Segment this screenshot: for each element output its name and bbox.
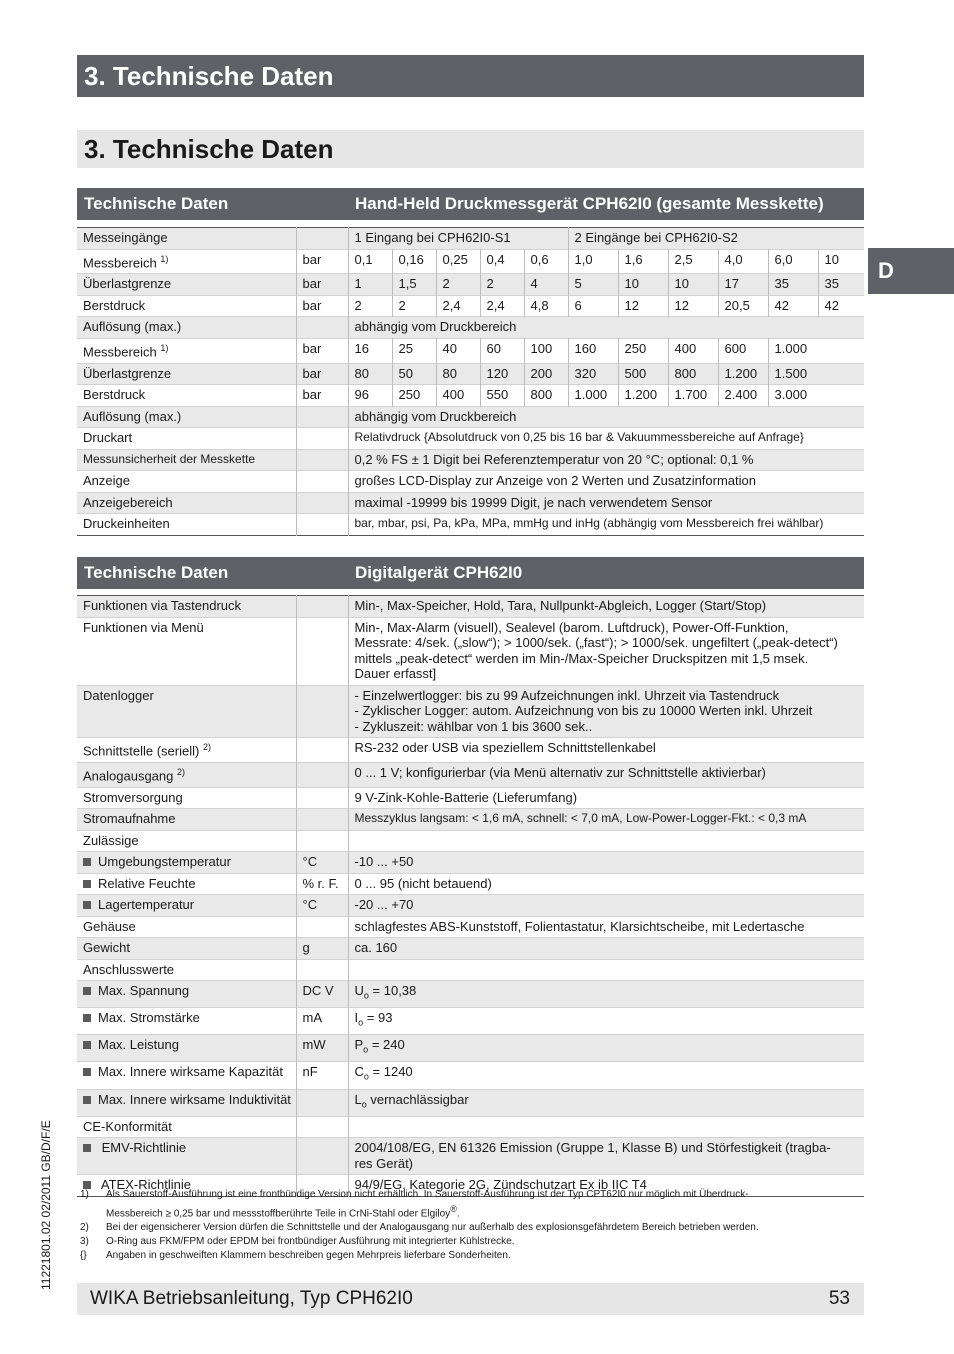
value-cell: 4,0: [718, 249, 768, 274]
value-cell: 1.000: [774, 340, 808, 356]
row-label: Anzeigebereich: [77, 492, 296, 514]
row-label: Stromaufnahme: [77, 809, 296, 831]
bullet-icon: [83, 1014, 91, 1022]
bullet-icon: [83, 1144, 91, 1152]
table-row: [77, 274, 864, 296]
table-row: [77, 738, 864, 763]
table-row: [77, 959, 864, 981]
weight-value: ca. 160: [354, 940, 398, 956]
value-cell: 800: [668, 363, 718, 385]
value-cell: 200: [524, 363, 568, 385]
footnotes: [80, 1188, 860, 1263]
row-label: Datenlogger: [77, 685, 296, 738]
consumption-value: Messzyklus langsam: < 1,6 mA, schnell: < 7,0 mA, Low-Power-Logger-Fkt.: < 0,3 mA: [354, 811, 807, 826]
row-label: Zulässige: [77, 830, 296, 852]
value-cell: 1: [348, 274, 392, 296]
value-cell: 400: [436, 385, 480, 407]
bullet-icon: [83, 858, 91, 866]
section2-header-left: Technische Daten: [84, 563, 229, 582]
row-label: Überlastgrenze: [77, 274, 296, 296]
value-cell: 3.000: [774, 387, 808, 403]
value-cell: 2,5: [668, 249, 718, 274]
table-row: [77, 428, 864, 450]
unit-cell: bar: [296, 249, 348, 274]
value-cell: 42: [768, 295, 818, 317]
row-label: EMV-Richtlinie: [77, 1138, 296, 1175]
value-cell: 600: [718, 338, 768, 363]
unit-cell: bar: [296, 385, 348, 407]
table-row: [77, 1062, 864, 1089]
bullet-icon: [83, 1041, 91, 1049]
menu-value: Min-, Max-Alarm (visuell), Sealevel (barom. Luftdruck), Power-Off-Funktion, Messrate: 4/sek. („slow“); > 1000/sek. („fast“); > 1000/sek. ungefiltert („peak-detect“) mittels „peak-detect“ werden im Min-/Max-Speicher Druckspitzen mit 1,5 msek. Dauer erfasst]: [354, 619, 838, 681]
table-row: [77, 1138, 864, 1175]
value-cell: 0,25: [436, 249, 480, 274]
footnote: 1) Als Sauerstoff-Ausführung ist eine frontbündige Version nicht erhältlich. In Sauerstoff-Ausführung ist der Typ CPT62I0 nur möglich mit Überdruck- Messbereich ≥ 0,25 bar und messstoffberührte Teile in CrNi-Stahl oder Elgiloy®.: [80, 1189, 749, 1220]
row-label: ATEX-Richtlinie: [77, 1175, 296, 1197]
table-row: [77, 385, 864, 407]
value-cell: 10: [618, 274, 668, 296]
footnote-ref: 1): [160, 342, 169, 353]
row-label: Messunsicherheit der Messkette: [77, 449, 296, 471]
case-value: schlagfestes ABS-Kunststoff, Folientastatur, Klarsichtscheibe, mit Ledertasche: [354, 918, 805, 934]
value-cell: 250: [392, 385, 436, 407]
row-label: Druckart: [77, 428, 296, 450]
table-row: [77, 852, 864, 874]
value-cell: 160: [568, 338, 618, 363]
table-row: [77, 895, 864, 917]
value-cell: 2: [392, 295, 436, 317]
value-cell: 2.400: [718, 385, 768, 407]
value-cell: 320: [568, 363, 618, 385]
table-row: [77, 1035, 864, 1062]
value-cell: 0,4: [480, 249, 524, 274]
value-cell: 10: [824, 251, 840, 267]
resolution-value: abhängig vom Druckbereich: [354, 408, 517, 424]
value-cell: 550: [480, 385, 524, 407]
bullet-icon: [83, 1096, 91, 1104]
value-cell: 96: [348, 385, 392, 407]
value-cell: 35: [824, 276, 840, 292]
table-row: [77, 685, 864, 738]
value-cell: 0,16: [392, 249, 436, 274]
value-cell: 1.000: [568, 385, 618, 407]
unit-cell: nF: [296, 1062, 348, 1089]
power-value: 9 V-Zink-Kohle-Batterie (Lieferumfang): [354, 789, 578, 805]
value-cell: 1,0: [568, 249, 618, 274]
row-label: Anzeige: [77, 471, 296, 493]
row-label: Max. Innere wirksame Induktivität: [77, 1089, 296, 1116]
value-cell: 100: [524, 338, 568, 363]
inputs-s2: 2 Eingänge bei CPH62I0-S2: [574, 230, 738, 245]
footnote: 2) Bei der eigensicherer Version dürfen die Schnittstelle und der Analogausgang nur außerhalb des explosionsgefährdetem Bereich betrieben werden.: [80, 1222, 759, 1234]
bullet-icon: [83, 901, 91, 909]
row-label: Messbereich $^{1)}$: [77, 249, 296, 274]
footnote-ref: 2): [176, 766, 185, 777]
value-cell: 17: [718, 274, 768, 296]
page-header: 3. Technische Daten: [77, 55, 864, 97]
emv-value: 2004/108/EG, EN 61326 Emission (Gruppe 1, Klasse B) und Störfestigkeit (tragba- res Gerät): [354, 1140, 831, 1171]
table-row: [77, 916, 864, 938]
power-max-value: $P_o = 240$: [354, 1037, 405, 1055]
value-cell: 4,8: [524, 295, 568, 317]
value-cell: 2: [480, 274, 524, 296]
bullet-icon: [83, 880, 91, 888]
table-row: [77, 471, 864, 493]
row-label: Max. Leistung: [77, 1035, 296, 1062]
page-number: 53: [828, 1288, 850, 1309]
table-row: [77, 938, 864, 960]
interface-value: RS-232 oder USB via speziellem Schnittstellenkabel: [354, 740, 656, 755]
table-row: [77, 338, 864, 363]
value-cell: 1.200: [618, 385, 668, 407]
value-cell: 120: [480, 363, 524, 385]
unit-cell: mA: [296, 1008, 348, 1035]
value-cell: 60: [480, 338, 524, 363]
analog-value: 0 ... 1 V; konfigurierbar (via Menü alternativ zur Schnittstelle aktivierbar): [354, 764, 766, 780]
storage-value: -20 ... +70: [354, 897, 414, 913]
value-cell: 0,1: [348, 249, 392, 274]
row-label: Berstdruck: [77, 385, 296, 407]
bullet-icon: [83, 1068, 91, 1076]
value-cell: 42: [824, 297, 840, 313]
resolution-value: abhängig vom Druckbereich: [354, 319, 517, 335]
value-cell: 2: [436, 274, 480, 296]
row-label: Überlastgrenze: [77, 363, 296, 385]
section1-header-left: Technische Daten: [84, 194, 229, 213]
value-cell: 12: [618, 295, 668, 317]
section2-header-right: Digitalgerät CPH62I0: [355, 563, 523, 582]
voltage-value: $U_o = 10,38$: [354, 983, 417, 1001]
value-cell: 1.200: [718, 363, 768, 385]
row-label: Max. Innere wirksame Kapazität: [77, 1062, 296, 1089]
value-cell: 6: [568, 295, 618, 317]
keys-value: Min-, Max-Speicher, Hold, Tara, Nullpunkt-Abgleich, Logger (Start/Stop): [354, 598, 767, 613]
value-cell: 1,6: [618, 249, 668, 274]
value-cell: 40: [436, 338, 480, 363]
unit-cell: bar: [296, 338, 348, 363]
table-row: [77, 492, 864, 514]
table-row: [77, 295, 864, 317]
value-cell: 1.700: [668, 385, 718, 407]
row-label: Gehäuse: [77, 916, 296, 938]
language-tab: D: [868, 248, 954, 294]
unit-cell: bar: [296, 295, 348, 317]
footnote-ref: 1): [160, 253, 169, 264]
row-label: Lagertemperatur: [77, 895, 296, 917]
value-cell: 0,6: [524, 249, 568, 274]
display-value: großes LCD-Display zur Anzeige von 2 Werten und Zusatzinformation: [354, 473, 757, 489]
value-cell: 80: [348, 363, 392, 385]
page-footer: [77, 1283, 864, 1315]
table-row: [77, 406, 864, 428]
unit-cell: °C: [296, 852, 348, 874]
row-label: Funktionen via Tastendruck: [77, 596, 296, 618]
row-label: Max. Spannung: [77, 981, 296, 1008]
row-label: Stromversorgung: [77, 787, 296, 809]
unit-cell: g: [296, 938, 348, 960]
section1-header: [77, 188, 864, 220]
value-cell: 5: [568, 274, 618, 296]
table-row: [77, 787, 864, 809]
ind-value: $L_o$ vernachlässigbar: [354, 1091, 469, 1110]
value-cell: 12: [668, 295, 718, 317]
value-cell: 35: [768, 274, 818, 296]
table-row: [77, 363, 864, 385]
value-cell: 6,0: [768, 249, 818, 274]
value-cell: 1,5: [392, 274, 436, 296]
row-label: CE-Konformität: [77, 1116, 296, 1138]
table-row: [77, 1089, 864, 1116]
page-title: 3. Technische Daten: [77, 130, 864, 168]
value-cell: 4: [524, 274, 568, 296]
row-label: Auflösung (max.): [77, 406, 296, 428]
current-value: $I_o = 93$: [354, 1010, 393, 1028]
row-label: Max. Stromstärke: [77, 1008, 296, 1035]
table-row: [77, 317, 864, 339]
unit-cell: % r. F.: [296, 873, 348, 895]
value-cell: 2,4: [436, 295, 480, 317]
section2-table: [77, 595, 864, 1197]
section1-table: [77, 227, 864, 536]
uncertainty-value: 0,2 % FS ± 1 Digit bei Referenztemperatur von 20 °C; optional: 0,1 %: [354, 451, 754, 467]
row-label: Relative Feuchte: [77, 873, 296, 895]
value-cell: 16: [348, 338, 392, 363]
table-row: [77, 830, 864, 852]
value-cell: 50: [392, 363, 436, 385]
logger-value: - Einzelwertlogger: bis zu 99 Aufzeichnungen inkl. Uhrzeit via Tastendruck - Zyklischer Logger: autom. Aufzeichnung von bis zu 10000 Werten inkl. Uhrzeit - Zykluszeit: wählbar von 1 bis 3600 sek..: [354, 687, 813, 734]
value-cell: 10: [668, 274, 718, 296]
row-label: Gewicht: [77, 938, 296, 960]
table-row: [77, 449, 864, 471]
value-cell: 2,4: [480, 295, 524, 317]
section1-header-right: Hand-Held Druckmessgerät CPH62I0 (gesamte Messkette): [355, 194, 824, 213]
unit-cell: DC V: [296, 981, 348, 1008]
value-cell: 250: [618, 338, 668, 363]
units-value: bar, mbar, psi, Pa, kPa, MPa, mmHg und inHg (abhängig vom Messbereich frei wählbar): [354, 516, 824, 531]
row-label: Druckeinheiten: [77, 514, 296, 536]
footnote: 3) O-Ring aus FKM/FPM oder EPDM bei frontbündiger Ausführung mit integrierter Kühlstrecke.: [80, 1236, 515, 1248]
inputs-s1: 1 Eingang bei CPH62I0-S1: [348, 228, 568, 250]
row-label: Messeingänge: [77, 228, 296, 250]
table-row: [77, 1116, 864, 1138]
unit-cell: bar: [296, 274, 348, 296]
humidity-value: 0 ... 95 (nicht betauend): [354, 875, 492, 891]
table-row: [77, 809, 864, 831]
section2-header: [77, 557, 864, 589]
row-label: Anschlusswerte: [77, 959, 296, 981]
table-row: [77, 1008, 864, 1035]
bullet-icon: [83, 987, 91, 995]
footnote: {} Angaben in geschweiften Klammern beschreiben gegen Mehrpreis lieferbare Sonderheiten.: [80, 1250, 511, 1262]
row-label: Berstdruck: [77, 295, 296, 317]
table-row: [77, 762, 864, 787]
table-row: [77, 514, 864, 536]
row-label: Messbereich $^{1)}$: [77, 338, 296, 363]
ambient-value: -10 ... +50: [354, 854, 414, 870]
table-row: [77, 981, 864, 1008]
table-row: [77, 617, 864, 685]
pressure-type-value: Relativdruck {Absolutdruck von 0,25 bis 16 bar & Vakuummessbereiche auf Anfrage}: [354, 430, 804, 445]
value-cell: 20,5: [718, 295, 768, 317]
row-label: Schnittstelle (seriell) $^{2)}$: [77, 738, 296, 763]
row-label: Analogausgang $^{2)}$: [77, 762, 296, 787]
table-row: [77, 596, 864, 618]
value-cell: 80: [436, 363, 480, 385]
document-number: 11221801.02 02/2011 GB/D/F/E: [39, 1120, 53, 1290]
footnote-ref: 2): [202, 742, 211, 752]
atex-value: 94/9/EG, Kategorie 2G, Zündschutzart Ex ib IIC T4: [354, 1177, 647, 1193]
value-cell: 500: [618, 363, 668, 385]
footer-title: WIKA Betriebsanleitung, Typ CPH62I0: [90, 1288, 413, 1309]
table-row: [77, 228, 864, 250]
value-cell: 25: [392, 338, 436, 363]
value-cell: 2: [348, 295, 392, 317]
value-cell: 400: [668, 338, 718, 363]
display-range-value: maximal -19999 bis 19999 Digit, je nach verwendetem Sensor: [354, 494, 713, 510]
unit-cell: mW: [296, 1035, 348, 1062]
row-label: Umgebungstemperatur: [77, 852, 296, 874]
row-label: Auflösung (max.): [77, 317, 296, 339]
cap-value: $C_o = 1240$: [354, 1064, 413, 1083]
value-cell: 800: [524, 385, 568, 407]
row-label: Funktionen via Menü: [77, 617, 296, 685]
unit-cell: bar: [296, 363, 348, 385]
unit-cell: °C: [296, 895, 348, 917]
table-row: [77, 873, 864, 895]
table-row: [77, 249, 864, 274]
value-cell: 1.500: [774, 365, 808, 381]
